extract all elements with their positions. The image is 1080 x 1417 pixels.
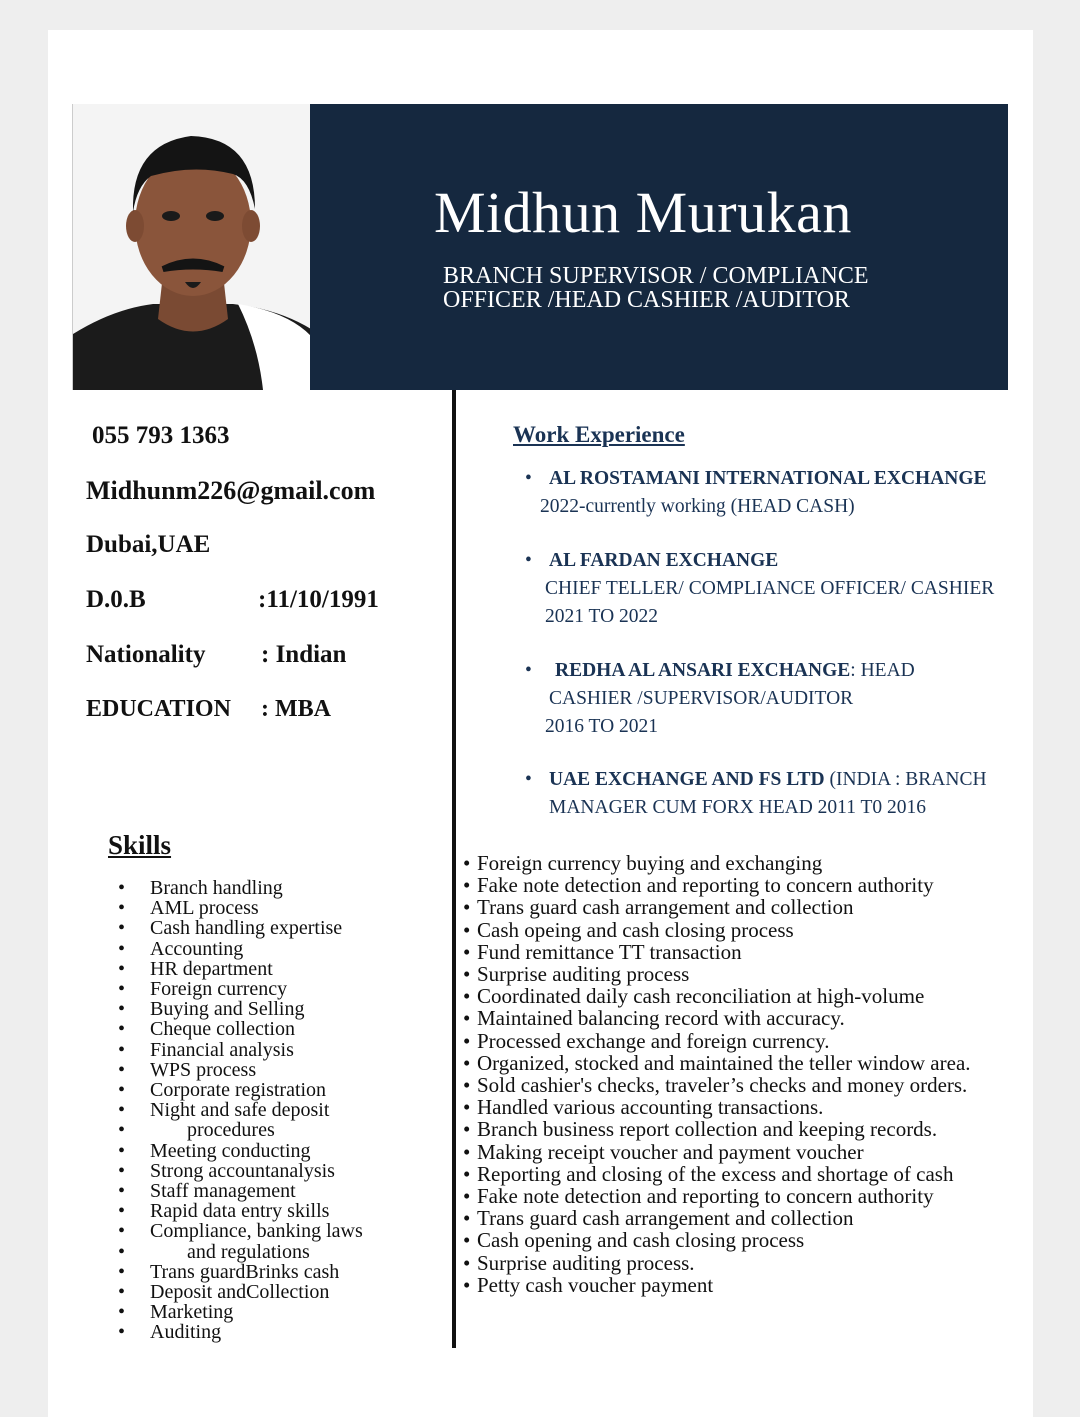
duty-item: • Making receipt voucher and payment voucher: [463, 1141, 971, 1163]
skill-item: • WPS process: [118, 1060, 363, 1080]
skill-item: • Corporate registration: [118, 1080, 363, 1100]
nationality-value: : Indian: [261, 641, 347, 668]
profile-photo-illustration: [73, 104, 311, 390]
skill-item: • Trans guardBrinks cash: [118, 1262, 363, 1282]
job-company-suffix: : HEAD: [850, 660, 915, 681]
email-address: Midhunm226@gmail.com: [86, 476, 376, 505]
education-row: [86, 696, 331, 723]
skill-item: • Branch handling: [118, 878, 363, 898]
duty-item: • Coordinated daily cash reconciliation at high-volume: [463, 985, 971, 1007]
skill-item: • Night and safe deposit: [118, 1100, 363, 1120]
bullet: •: [525, 550, 532, 571]
duty-item: • Sold cashier's checks, traveler’s checks and money orders.: [463, 1074, 971, 1096]
job-detail: 2021 TO 2022: [545, 606, 659, 627]
dob-row: [86, 586, 379, 614]
skill-item: • Accounting: [118, 939, 363, 959]
skill-item: • Rapid data entry skills: [118, 1201, 363, 1221]
skill-item: • procedures: [118, 1120, 363, 1140]
duty-item: • Organized, stocked and maintained the teller window area.: [463, 1052, 971, 1074]
duty-item: • Surprise auditing process: [463, 963, 971, 985]
job-company: AL ROSTAMANI INTERNATIONAL EXCHANGE: [549, 468, 987, 489]
duty-item: • Maintained balancing record with accuracy.: [463, 1007, 971, 1029]
duty-item: • Trans guard cash arrangement and collection: [463, 896, 971, 918]
duty-item: • Petty cash voucher payment: [463, 1274, 971, 1296]
job-company: AL FARDAN EXCHANGE: [549, 550, 779, 571]
skill-item: • Strong accountanalysis: [118, 1161, 363, 1181]
job-company-suffix: (INDIA : BRANCH: [824, 769, 987, 790]
skill-item: • Auditing: [118, 1322, 363, 1342]
job-company-row: [549, 769, 987, 791]
skill-item: • Financial analysis: [118, 1040, 363, 1060]
role-line: BRANCH SUPERVISOR / COMPLIANCE: [443, 263, 869, 289]
skills-heading: Skills: [108, 830, 172, 860]
nationality-label: Nationality: [86, 641, 206, 668]
duty-item: • Cash opeing and cash closing process: [463, 919, 971, 941]
skill-item: • AML process: [118, 898, 363, 918]
job-detail: CASHIER /SUPERVISOR/AUDITOR: [549, 688, 854, 709]
skill-item: • Meeting conducting: [118, 1141, 363, 1161]
phone-number: 055 793 1363: [92, 422, 230, 449]
duty-item: • Fake note detection and reporting to concern authority: [463, 874, 971, 896]
skill-item: • and regulations: [118, 1242, 363, 1262]
job-detail: MANAGER CUM FORX HEAD 2011 T0 2016: [549, 797, 927, 818]
dob-label: D.0.B: [86, 586, 146, 613]
bullet: •: [525, 468, 532, 489]
duty-item: • Reporting and closing of the excess and shortage of cash: [463, 1163, 971, 1185]
skills-list: [118, 878, 363, 1343]
skill-item: • Buying and Selling: [118, 999, 363, 1019]
skill-item: • Cash handling expertise: [118, 918, 363, 938]
duty-item: • Fake note detection and reporting to concern authority: [463, 1185, 971, 1207]
job-detail: 2016 TO 2021: [545, 716, 659, 737]
duties-list: [463, 852, 971, 1296]
skill-item: • Cheque collection: [118, 1019, 363, 1039]
skill-item: • Deposit andCollection: [118, 1282, 363, 1302]
work-experience-heading: Work Experience: [513, 422, 685, 447]
role-line: OFFICER /HEAD CASHIER /AUDITOR: [443, 287, 850, 313]
duty-item: • Cash opening and cash closing process: [463, 1229, 971, 1251]
duty-item: • Handled various accounting transactions.: [463, 1096, 971, 1118]
skill-item: • Marketing: [118, 1302, 363, 1322]
skill-item: • Foreign currency: [118, 979, 363, 999]
duty-item: • Fund remittance TT transaction: [463, 941, 971, 963]
nationality-row: [86, 641, 346, 669]
duty-item: • Trans guard cash arrangement and collection: [463, 1207, 971, 1229]
location: Dubai,UAE: [86, 531, 211, 558]
skill-item: • Staff management: [118, 1181, 363, 1201]
job-company-row: [555, 660, 915, 682]
duty-item: • Surprise auditing process.: [463, 1252, 971, 1274]
duty-item: • Branch business report collection and keeping records.: [463, 1118, 971, 1140]
bullet: •: [525, 769, 532, 790]
job-company: UAE EXCHANGE AND FS LTD: [549, 769, 825, 790]
bullet: •: [525, 660, 532, 681]
education-value: : MBA: [261, 696, 331, 722]
duty-item: • Processed exchange and foreign currency.: [463, 1030, 971, 1052]
job-detail: 2022-currently working (HEAD CASH): [540, 496, 855, 517]
candidate-role: [443, 264, 868, 312]
header-banner: [310, 104, 1008, 390]
job-company: REDHA AL ANSARI EXCHANGE: [555, 660, 851, 681]
column-divider: [452, 390, 456, 1348]
dob-value: :11/10/1991: [258, 586, 379, 613]
candidate-name: Midhun Murukan: [434, 180, 852, 245]
duty-item: • Foreign currency buying and exchanging: [463, 852, 971, 874]
profile-photo: [72, 104, 311, 390]
skill-item: • HR department: [118, 959, 363, 979]
job-detail: CHIEF TELLER/ COMPLIANCE OFFICER/ CASHIER: [545, 578, 995, 599]
skill-item: • Compliance, banking laws: [118, 1221, 363, 1241]
education-label: EDUCATION: [86, 696, 231, 722]
